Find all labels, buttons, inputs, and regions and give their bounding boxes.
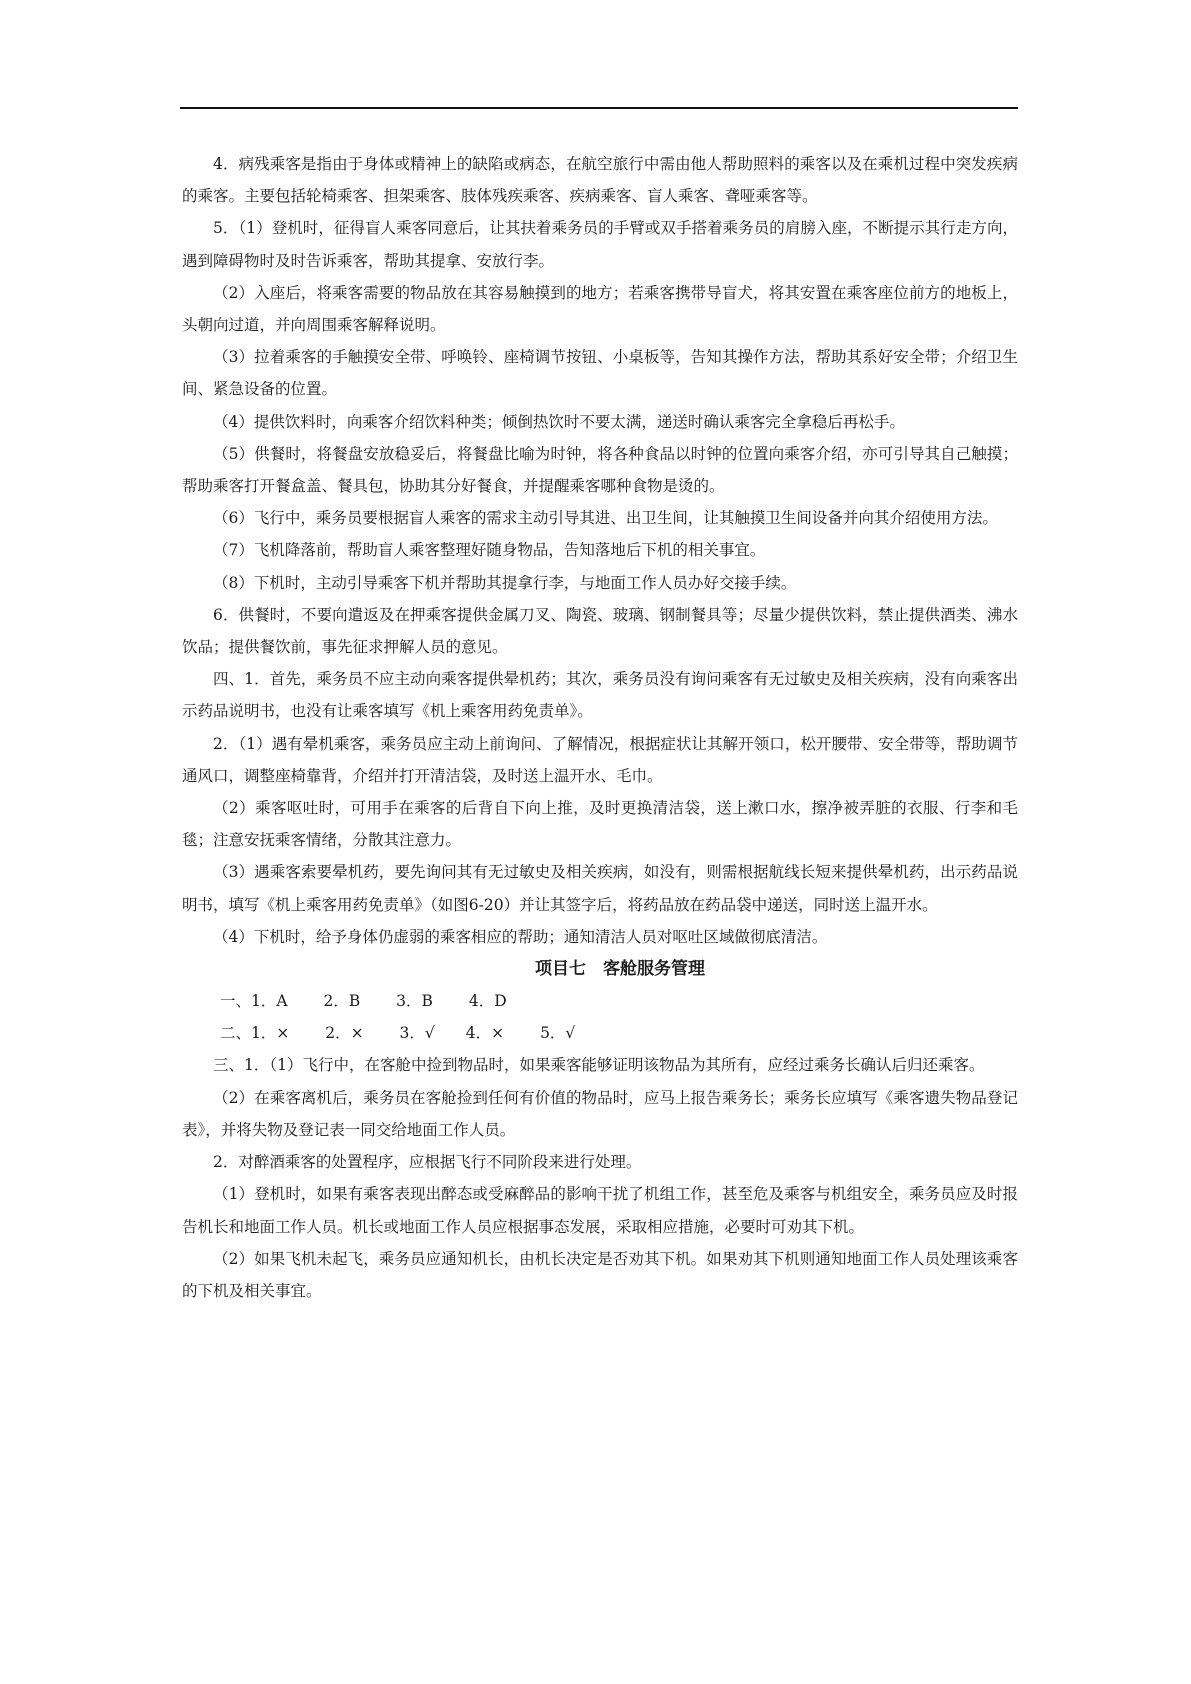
paragraph: 6．供餐时，不要向遣返及在押乘客提供金属刀叉、陶瓷、玻璃、钢制餐具等；尽量少提供饮料，禁止提供酒类、沸水饮品；提供餐饮前，事先征求押解人员的意见。 bbox=[182, 605, 1018, 657]
answer-row: 二、1．× 2．× 3．√ 4．× 5．√ bbox=[220, 1024, 576, 1043]
paragraph: （7）飞机降落前，帮助盲人乘客整理好随身物品，告知落地后下机的相关事宜。 bbox=[213, 541, 766, 560]
paragraph: （6）飞行中，乘务员要根据盲人乘客的需求主动引导其进、出卫生间，让其触摸卫生间设备并向其介绍使用方法。 bbox=[213, 509, 998, 528]
page-content bbox=[182, 148, 1018, 1307]
paragraph: 4．病残乘客是指由于身体或精神上的缺陷或病态，在航空旅行中需由他人帮助照料的乘客以及在乘机过程中突发疾病的乘客。主要包括轮椅乘客、担架乘客、肢体残疾乘客、疾病乘客、盲人乘客、聋哑乘客等。 bbox=[182, 155, 1018, 206]
paragraph: （5）供餐时，将餐盘安放稳妥后，将餐盘比喻为时钟，将各种食品以时钟的位置向乘客介绍，亦可引导其自己触摸；帮助乘客打开餐盒盖、餐具包，协助其分好餐食，并提醒乘客哪种食物是烫的。 bbox=[182, 444, 1018, 496]
paragraph: （3）拉着乘客的手触摸安全带、呼唤铃、座椅调节按钮、小桌板等，告知其操作方法，帮助其系好安全带；介绍卫生间、紧急设备的位置。 bbox=[182, 348, 1018, 399]
header-rule bbox=[180, 107, 1018, 109]
section-title: 项目七 客舱服务管理 bbox=[535, 959, 705, 980]
paragraph: 2．对醉酒乘客的处置程序，应根据飞行不同阶段来进行处理。 bbox=[213, 1153, 642, 1172]
paragraph: （4）下机时，给予身体仍虚弱的乘客相应的帮助；通知清洁人员对呕吐区域做彻底清洁。 bbox=[213, 927, 828, 946]
paragraph: 三、1．（1）飞行中，在客舱中捡到物品时，如果乘客能够证明该物品为其所有，应经过乘务长确认后归还乘客。 bbox=[213, 1056, 985, 1075]
paragraph: （2）乘客呕吐时，可用手在乘客的后背自下向上推，及时更换清洁袋，送上漱口水，擦净被弄脏的衣服、行李和毛毯；注意安抚乘客情绪，分散其注意力。 bbox=[182, 799, 1018, 850]
paragraph: 5．（1）登机时，征得盲人乘客同意后，让其扶着乘务员的手臂或双手搭着乘务员的肩膀入座，不断提示其行走方向，遇到障碍物时及时告诉乘客，帮助其提拿、安放行李。 bbox=[182, 219, 1018, 270]
paragraph: （4）提供饮料时，向乘客介绍饮料种类；倾倒热饮时不要太满，递送时确认乘客完全拿稳后再松手。 bbox=[213, 412, 905, 431]
answer-row: 一、1．A 2．B 3．B 4．D bbox=[220, 992, 507, 1011]
paragraph: （2）在乘客离机后，乘务员在客舱捡到任何有价值的物品时，应马上报告乘务长；乘务长应填写《乘客遗失物品登记表》，并将失物及登记表一同交给地面工作人员。 bbox=[182, 1088, 1018, 1139]
paragraph: （2）入座后，将乘客需要的物品放在其容易触摸到的地方；若乘客携带导盲犬，将其安置在乘客座位前方的地板上，头朝向过道，并向周围乘客解释说明。 bbox=[182, 283, 1018, 335]
paragraph: （1）登机时，如果有乘客表现出醉态或受麻醉品的影响干扰了机组工作，甚至危及乘客与机组安全，乘务员应及时报告机长和地面工作人员。机长或地面工作人员应根据事态发展，采取相应措施，必要时可劝其下机。 bbox=[182, 1185, 1018, 1236]
paragraph: 四、1．首先，乘务员不应主动向乘客提供晕机药；其次，乘务员没有询问乘客有无过敏史及相关疾病，没有向乘客出示药品说明书，也没有让乘客填写《机上乘客用药免责单》。 bbox=[182, 670, 1018, 721]
paragraph: 2．（1）遇有晕机乘客，乘务员应主动上前询问、了解情况，根据症状让其解开领口，松开腰带、安全带等，帮助调节通风口，调整座椅靠背，介绍并打开清洁袋，及时送上温开水、毛巾。 bbox=[182, 734, 1018, 785]
paragraph: （8）下机时，主动引导乘客下机并帮助其提拿行李，与地面工作人员办好交接手续。 bbox=[213, 573, 797, 592]
paragraph: （2）如果飞机未起飞，乘务员应通知机长，由机长决定是否劝其下机。如果劝其下机则通知地面工作人员处理该乘客的下机及相关事宜。 bbox=[182, 1249, 1018, 1300]
paragraph: （3）遇乘客索要晕机药，要先询问其有无过敏史及相关疾病，如没有，则需根据航线长短来提供晕机药，出示药品说明书，填写《机上乘客用药免责单》（如图6-20）并让其签字后，将药品放在药品袋中递送，同时送上温开水。 bbox=[182, 863, 1018, 914]
